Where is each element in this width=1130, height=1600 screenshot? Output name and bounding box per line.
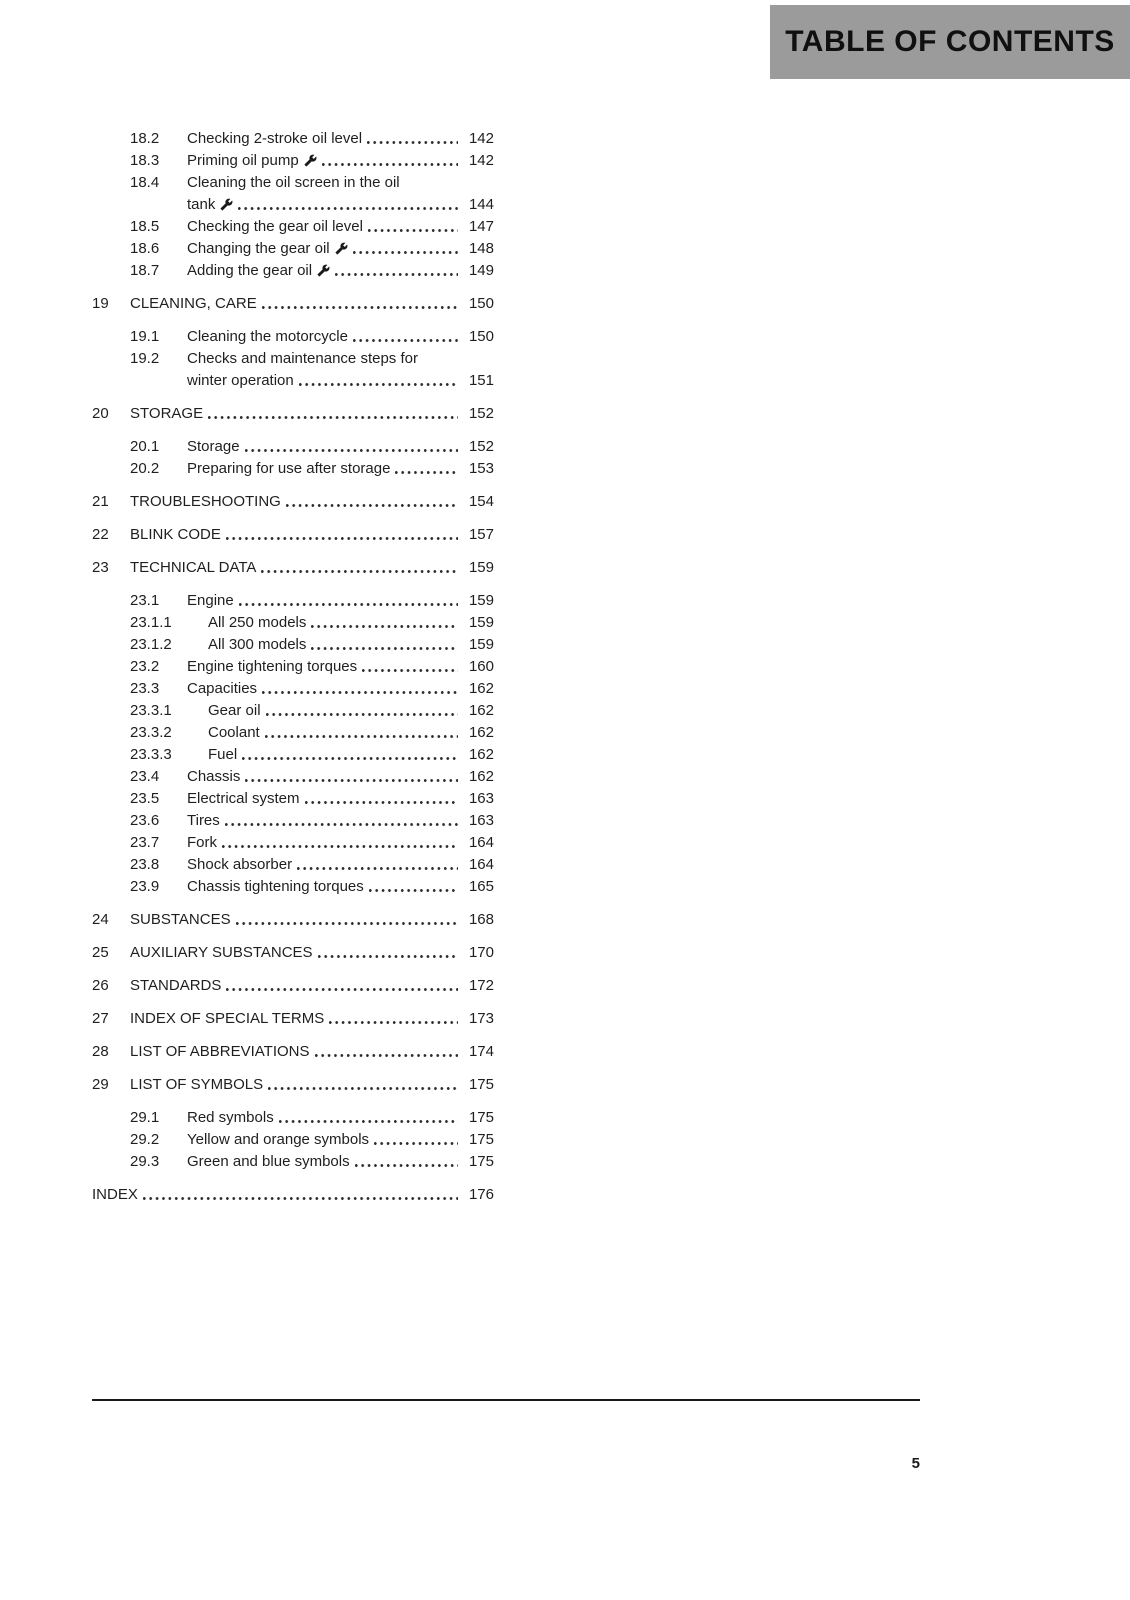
- entry-last-line: [187, 238, 460, 260]
- entry-number: 23.8: [130, 856, 160, 873]
- toc-entry: [92, 766, 494, 788]
- entry-title: Engine tightening torques: [187, 658, 358, 675]
- entry-page-number: 150: [468, 295, 494, 312]
- toc-entry: [92, 744, 494, 766]
- toc-entry: [92, 491, 494, 513]
- entry-page-number: 162: [468, 746, 494, 763]
- entry-page-number: 175: [468, 1131, 494, 1148]
- entry-title-line: Checks and maintenance steps for: [187, 350, 418, 367]
- entry-title-block: [187, 766, 460, 788]
- entry-title-block: [187, 656, 460, 678]
- header-band: [770, 5, 1130, 79]
- toc-entry: [92, 634, 494, 656]
- toc-entry: [92, 1129, 494, 1151]
- entry-title-block: [187, 436, 460, 458]
- toc-entry: [92, 238, 494, 260]
- entry-title-block: [130, 403, 460, 425]
- entry-last-line: [130, 909, 460, 931]
- entry-page-number: 164: [468, 856, 494, 873]
- entry-last-line: [187, 1129, 460, 1151]
- entry-number: 23.7: [130, 834, 160, 851]
- leader-dots: [311, 634, 458, 652]
- entry-page-number: 162: [468, 768, 494, 785]
- table-of-contents: [92, 128, 494, 1206]
- leader-dots: [225, 810, 458, 828]
- entry-number: 23.1.2: [130, 636, 172, 653]
- leader-dots: [265, 722, 458, 740]
- entry-title-block: [187, 810, 460, 832]
- entry-title-block: [187, 172, 460, 216]
- entry-page-number: 165: [468, 878, 494, 895]
- entry-page-number: 144: [468, 196, 494, 213]
- entry-title-block: [187, 1107, 460, 1129]
- entry-last-line: [187, 656, 460, 678]
- toc-entry: [92, 1074, 494, 1096]
- leader-dots: [268, 1074, 458, 1092]
- entry-number: 18.4: [130, 174, 160, 191]
- entry-page-number: 164: [468, 834, 494, 851]
- entry-page-number: 152: [468, 438, 494, 455]
- leader-dots: [226, 524, 458, 542]
- entry-title: winter operation: [187, 372, 294, 389]
- leader-dots: [236, 909, 458, 927]
- entry-title: All 250 models: [208, 614, 307, 631]
- entry-title: TECHNICAL DATA: [130, 559, 257, 576]
- entry-page-number: 151: [468, 372, 494, 389]
- entry-title: SUBSTANCES: [130, 911, 231, 928]
- entry-title: LIST OF SYMBOLS: [130, 1076, 264, 1093]
- entry-title: Engine: [187, 592, 234, 609]
- entry-number: 25: [92, 944, 109, 961]
- entry-title: LIST OF ABBREVIATIONS: [130, 1043, 310, 1060]
- entry-last-line: [130, 1074, 460, 1096]
- toc-entry: [92, 832, 494, 854]
- toc-entry: [92, 326, 494, 348]
- entry-number: 22: [92, 526, 109, 543]
- entry-last-line: [130, 524, 460, 546]
- entry-title-block: [187, 590, 460, 612]
- page-number: 5: [911, 1455, 920, 1472]
- leader-dots: [315, 1041, 459, 1059]
- toc-entry: [92, 1151, 494, 1173]
- entry-number: 23: [92, 559, 109, 576]
- entry-number: 29.3: [130, 1153, 160, 1170]
- toc-entry: [92, 854, 494, 876]
- leader-dots: [239, 590, 458, 608]
- toc-entry: [92, 216, 494, 238]
- toc-entry: [92, 590, 494, 612]
- toc-entry: [92, 348, 494, 392]
- entry-title-block: [208, 744, 460, 766]
- entry-number: 29: [92, 1076, 109, 1093]
- toc-entry: [92, 1008, 494, 1030]
- entry-title-block: [187, 238, 460, 260]
- leader-dots: [369, 876, 458, 894]
- leader-dots: [245, 766, 458, 784]
- entry-last-line: [187, 832, 460, 854]
- entry-title: BLINK CODE: [130, 526, 221, 543]
- toc-entry: [92, 876, 494, 898]
- leader-dots: [329, 1008, 458, 1026]
- toc-entry: [92, 172, 494, 216]
- leader-dots: [311, 612, 458, 630]
- leader-dots: [355, 1151, 458, 1169]
- toc-entry: [92, 260, 494, 282]
- entry-last-line: [187, 1107, 460, 1129]
- toc-entry: [92, 293, 494, 315]
- entry-last-line: [187, 370, 460, 392]
- entry-number: 21: [92, 493, 109, 510]
- leader-dots: [395, 458, 458, 476]
- entry-number: 27: [92, 1010, 109, 1027]
- toc-entry: [92, 612, 494, 634]
- entry-last-line: [187, 436, 460, 458]
- entry-last-line: [187, 128, 460, 150]
- entry-number: 19.2: [130, 350, 160, 367]
- entry-title-block: [130, 1008, 460, 1030]
- entry-page-number: 162: [468, 702, 494, 719]
- toc-entry: [92, 722, 494, 744]
- entry-title-block: [187, 458, 460, 480]
- entry-number: 23.5: [130, 790, 160, 807]
- toc-entry: [92, 128, 494, 150]
- entry-title-block: [187, 128, 460, 150]
- toc-entry: [92, 1041, 494, 1063]
- footer-divider: [92, 1399, 920, 1401]
- leader-dots: [222, 832, 458, 850]
- entry-last-line: [208, 634, 460, 656]
- entry-page-number: 175: [468, 1153, 494, 1170]
- entry-title-block: [187, 260, 460, 282]
- entry-title: STORAGE: [130, 405, 204, 422]
- entry-title: INDEX: [92, 1186, 138, 1203]
- entry-title-block: [130, 293, 460, 315]
- leader-dots: [299, 370, 458, 388]
- entry-title-line: Cleaning the oil screen in the oil: [187, 174, 400, 191]
- entry-page-number: 175: [468, 1109, 494, 1126]
- entry-number: 23.1.1: [130, 614, 172, 631]
- entry-title-block: [187, 1129, 460, 1151]
- entry-title-block: [187, 832, 460, 854]
- wrench-icon: [335, 242, 348, 255]
- entry-page-number: 152: [468, 405, 494, 422]
- entry-number: 18.3: [130, 152, 160, 169]
- wrench-icon: [304, 154, 317, 167]
- entry-title: tank: [187, 196, 216, 213]
- entry-title: STANDARDS: [130, 977, 222, 994]
- entry-number: 19.1: [130, 328, 160, 345]
- entry-title: Tires: [187, 812, 220, 829]
- entry-last-line: [187, 326, 460, 348]
- entry-title-block: [187, 854, 460, 876]
- leader-dots: [245, 436, 458, 454]
- entry-page-number: 175: [468, 1076, 494, 1093]
- leader-dots: [238, 194, 458, 212]
- entry-last-line: [187, 854, 460, 876]
- entry-title: CLEANING, CARE: [130, 295, 257, 312]
- leader-dots: [226, 975, 458, 993]
- entry-title-block: [187, 876, 460, 898]
- entry-title: AUXILIARY SUBSTANCES: [130, 944, 313, 961]
- leader-dots: [367, 128, 458, 146]
- entry-title: Storage: [187, 438, 240, 455]
- entry-title-block: [130, 557, 460, 579]
- entry-last-line: [130, 942, 460, 964]
- entry-last-line: [187, 1151, 460, 1173]
- entry-title: Fork: [187, 834, 217, 851]
- leader-dots: [318, 942, 458, 960]
- entry-number: 18.6: [130, 240, 160, 257]
- entry-title-block: [130, 524, 460, 546]
- entry-last-line: [187, 590, 460, 612]
- entry-title: Green and blue symbols: [187, 1153, 350, 1170]
- entry-page-number: 159: [468, 559, 494, 576]
- entry-title: Fuel: [208, 746, 238, 763]
- entry-page-number: 150: [468, 328, 494, 345]
- entry-number: 23.3.1: [130, 702, 172, 719]
- entry-title-block: [208, 612, 460, 634]
- entry-last-line: [130, 403, 460, 425]
- entry-page-number: 159: [468, 636, 494, 653]
- toc-entry: [92, 458, 494, 480]
- entry-title-block: [187, 1151, 460, 1173]
- leader-dots: [335, 260, 458, 278]
- entry-title-block: [130, 1074, 460, 1096]
- entry-number: 23.2: [130, 658, 160, 675]
- entry-number: 18.2: [130, 130, 160, 147]
- entry-number: 28: [92, 1043, 109, 1060]
- toc-entry: [92, 403, 494, 425]
- entry-title: Chassis tightening torques: [187, 878, 364, 895]
- leader-dots: [353, 238, 458, 256]
- entry-last-line: [130, 557, 460, 579]
- leader-dots: [279, 1107, 458, 1125]
- entry-title: Red symbols: [187, 1109, 274, 1126]
- entry-title-block: [92, 1184, 460, 1206]
- entry-page-number: 176: [468, 1186, 494, 1203]
- entry-last-line: [130, 1041, 460, 1063]
- entry-title: TROUBLESHOOTING: [130, 493, 281, 510]
- entry-last-line: [187, 216, 460, 238]
- entry-title-block: [130, 975, 460, 997]
- leader-dots: [353, 326, 458, 344]
- entry-title: INDEX OF SPECIAL TERMS: [130, 1010, 325, 1027]
- entry-page-number: 170: [468, 944, 494, 961]
- toc-entry: [92, 436, 494, 458]
- entry-title-block: [130, 909, 460, 931]
- entry-page-number: 163: [468, 790, 494, 807]
- entry-last-line: [187, 194, 460, 216]
- entry-title-block: [208, 700, 460, 722]
- leader-dots: [368, 216, 458, 234]
- leader-dots: [322, 150, 458, 168]
- entry-title-block: [130, 491, 460, 513]
- entry-page-number: 147: [468, 218, 494, 235]
- toc-entry: [92, 810, 494, 832]
- entry-number: 20: [92, 405, 109, 422]
- entry-title-block: [187, 788, 460, 810]
- toc-entry: [92, 700, 494, 722]
- entry-number: 20.1: [130, 438, 160, 455]
- entry-page-number: 163: [468, 812, 494, 829]
- entry-title: Adding the gear oil: [187, 262, 313, 279]
- entry-last-line: [187, 260, 460, 282]
- entry-last-line: [92, 1184, 460, 1206]
- entry-number: 26: [92, 977, 109, 994]
- entry-number: 20.2: [130, 460, 160, 477]
- entry-page-number: 174: [468, 1043, 494, 1060]
- toc-entry: [92, 942, 494, 964]
- entry-last-line: [187, 788, 460, 810]
- leader-dots: [374, 1129, 458, 1147]
- leader-dots: [262, 678, 458, 696]
- entry-number: 19: [92, 295, 109, 312]
- wrench-icon: [317, 264, 330, 277]
- entry-page-number: 148: [468, 240, 494, 257]
- entry-title: All 300 models: [208, 636, 307, 653]
- entry-page-number: 162: [468, 680, 494, 697]
- toc-entry: [92, 1184, 494, 1206]
- entry-title: Preparing for use after storage: [187, 460, 391, 477]
- toc-entry: [92, 557, 494, 579]
- entry-last-line: [187, 150, 460, 172]
- entry-last-line: [187, 876, 460, 898]
- entry-number: 18.7: [130, 262, 160, 279]
- entry-title: Electrical system: [187, 790, 300, 807]
- leader-dots: [262, 293, 458, 311]
- entry-number: 23.3.3: [130, 746, 172, 763]
- entry-last-line: [130, 1008, 460, 1030]
- entry-number: 23.3: [130, 680, 160, 697]
- toc-entry: [92, 1107, 494, 1129]
- entry-page-number: 157: [468, 526, 494, 543]
- entry-title-block: [130, 942, 460, 964]
- entry-title-block: [187, 326, 460, 348]
- page-title: TABLE OF CONTENTS: [785, 25, 1115, 58]
- entry-number: 23.3.2: [130, 724, 172, 741]
- entry-number: 23.9: [130, 878, 160, 895]
- entry-last-line: [208, 700, 460, 722]
- entry-last-line: [187, 678, 460, 700]
- leader-dots: [261, 557, 458, 575]
- entry-title: Checking 2-stroke oil level: [187, 130, 363, 147]
- entry-title: Yellow and orange symbols: [187, 1131, 370, 1148]
- entry-last-line: [208, 722, 460, 744]
- entry-title-block: [130, 1041, 460, 1063]
- toc-entry: [92, 975, 494, 997]
- entry-number: 18.5: [130, 218, 160, 235]
- entry-page-number: 168: [468, 911, 494, 928]
- entry-title: Checking the gear oil level: [187, 218, 363, 235]
- entry-last-line: [208, 612, 460, 634]
- entry-title: Shock absorber: [187, 856, 293, 873]
- toc-entry: [92, 909, 494, 931]
- entry-title: Gear oil: [208, 702, 261, 719]
- entry-title-block: [208, 722, 460, 744]
- leader-dots: [143, 1184, 458, 1202]
- leader-dots: [242, 744, 458, 762]
- entry-last-line: [187, 766, 460, 788]
- entry-page-number: 142: [468, 130, 494, 147]
- leader-dots: [297, 854, 458, 872]
- entry-title: Capacities: [187, 680, 258, 697]
- leader-dots: [286, 491, 458, 509]
- entry-page-number: 142: [468, 152, 494, 169]
- entry-number: 23.1: [130, 592, 160, 609]
- entry-title-block: [208, 634, 460, 656]
- entry-last-line: [208, 744, 460, 766]
- entry-title: Chassis: [187, 768, 241, 785]
- entry-page-number: 154: [468, 493, 494, 510]
- entry-title: Cleaning the motorcycle: [187, 328, 348, 345]
- toc-entry: [92, 678, 494, 700]
- entry-page-number: 173: [468, 1010, 494, 1027]
- entry-title-block: [187, 150, 460, 172]
- leader-dots: [266, 700, 458, 718]
- toc-entry: [92, 524, 494, 546]
- entry-page-number: 159: [468, 592, 494, 609]
- entry-last-line: [130, 293, 460, 315]
- entry-last-line: [130, 491, 460, 513]
- leader-dots: [305, 788, 458, 806]
- entry-page-number: 162: [468, 724, 494, 741]
- entry-page-number: 160: [468, 658, 494, 675]
- entry-title-block: [187, 348, 460, 392]
- entry-last-line: [130, 975, 460, 997]
- entry-page-number: 159: [468, 614, 494, 631]
- toc-entry: [92, 788, 494, 810]
- entry-page-number: 149: [468, 262, 494, 279]
- entry-last-line: [187, 810, 460, 832]
- entry-number: 24: [92, 911, 109, 928]
- entry-page-number: 172: [468, 977, 494, 994]
- entry-number: 29.1: [130, 1109, 160, 1126]
- toc-entry: [92, 656, 494, 678]
- entry-number: 23.4: [130, 768, 160, 785]
- entry-page-number: 153: [468, 460, 494, 477]
- entry-title: Changing the gear oil: [187, 240, 330, 257]
- wrench-icon: [220, 198, 233, 211]
- entry-title-block: [187, 216, 460, 238]
- leader-dots: [208, 403, 458, 421]
- leader-dots: [362, 656, 458, 674]
- entry-title-block: [187, 678, 460, 700]
- toc-entry: [92, 150, 494, 172]
- entry-title: Priming oil pump: [187, 152, 299, 169]
- entry-last-line: [187, 458, 460, 480]
- entry-number: 29.2: [130, 1131, 160, 1148]
- entry-title: Coolant: [208, 724, 260, 741]
- entry-number: 23.6: [130, 812, 160, 829]
